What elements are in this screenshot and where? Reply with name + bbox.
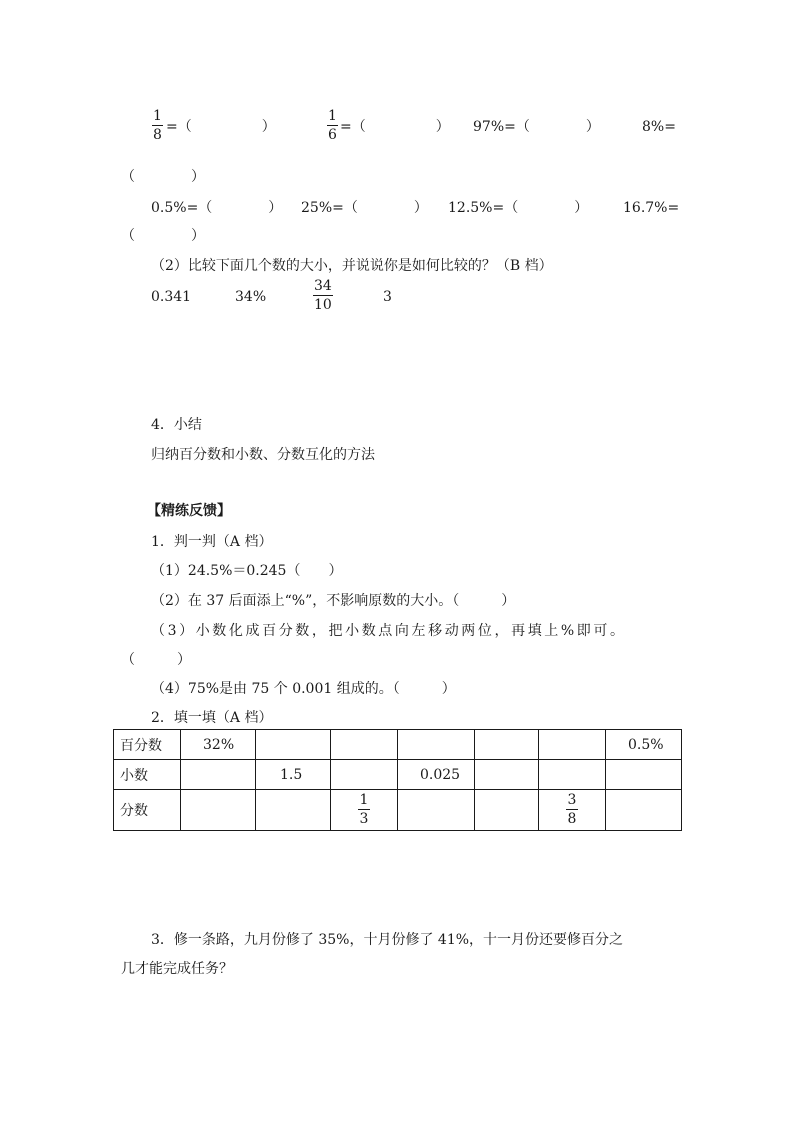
table-cell[interactable]: 32% <box>181 730 256 760</box>
table-cell[interactable] <box>539 760 606 790</box>
table-cell[interactable] <box>475 730 539 760</box>
blank-16-7-percent: （ ） <box>121 228 205 244</box>
compare-number-0-341: 0.341 <box>151 289 192 305</box>
table-cell[interactable] <box>256 790 331 831</box>
judge-item-1: （1）24.5%＝0.245（ ） <box>151 563 343 579</box>
judge-item-3-blank: （ ） <box>121 652 191 668</box>
fraction-one-third: $\frac{1}{3}$ <box>359 792 369 827</box>
conversion-table <box>113 729 682 831</box>
table-cell[interactable] <box>181 790 256 831</box>
table-cell[interactable] <box>181 760 256 790</box>
label-16-7-percent: 16.7%= <box>623 200 680 216</box>
table-cell[interactable] <box>606 760 682 790</box>
fraction-one-eighth: $\frac{1}{8}$ <box>153 108 162 143</box>
table-cell[interactable] <box>398 790 475 831</box>
blank-one-eighth: =（ ） <box>166 119 276 135</box>
summary-heading: 4．小结 <box>151 417 202 433</box>
table-cell[interactable] <box>331 790 398 831</box>
judge-item-3: （3）小数化成百分数，把小数点向左移动两位，再填上%即可。 <box>151 623 627 639</box>
table-cell[interactable] <box>606 790 682 831</box>
table-row-decimal <box>114 760 682 790</box>
table-cell[interactable] <box>475 760 539 790</box>
blank-97-percent: 97%=（ ） <box>473 119 600 135</box>
row-header-fraction: 分数 <box>114 790 181 831</box>
table-cell[interactable]: 0.025 <box>398 760 475 790</box>
judge-heading: 1．判一判（A 档） <box>151 534 273 550</box>
table-row-fraction <box>114 790 682 831</box>
table-cell[interactable] <box>475 790 539 831</box>
table-cell[interactable] <box>256 730 331 760</box>
blank-25-percent: 25%=（ ） <box>301 200 428 216</box>
compare-number-3: 3 <box>383 289 392 305</box>
summary-text: 归纳百分数和小数、分数互化的方法 <box>151 447 375 463</box>
blank-one-sixth: =（ ） <box>340 119 450 135</box>
blank-12-5-percent: 12.5%=（ ） <box>448 200 589 216</box>
practice-title: 【精练反馈】 <box>147 503 231 519</box>
compare-fraction-34-10: $\frac{34}{10}$ <box>314 278 332 313</box>
table-cell[interactable] <box>331 760 398 790</box>
judge-item-4: （4）75%是由 75 个 0.001 组成的。（ ） <box>151 681 456 697</box>
table-cell[interactable]: 0.5% <box>606 730 682 760</box>
judge-item-2: （2）在 37 后面添上“%”，不影响原数的大小。（ ） <box>151 593 516 609</box>
problem-3-line-1: 3．修一条路，九月份修了 35%，十月份修了 41%，十一月份还要修百分之 <box>151 932 624 948</box>
table-cell[interactable] <box>539 730 606 760</box>
fraction-one-sixth: $\frac{1}{6}$ <box>328 108 337 143</box>
compare-number-34-percent: 34% <box>235 289 267 305</box>
table-cell[interactable]: 1.5 <box>256 760 331 790</box>
table-cell[interactable] <box>398 730 475 760</box>
table-row-percent <box>114 730 682 760</box>
blank-0-5-percent: 0.5%=（ ） <box>151 200 283 216</box>
table-cell[interactable] <box>331 730 398 760</box>
label-8-percent: 8%= <box>642 119 676 135</box>
problem-3-line-2: 几才能完成任务？ <box>121 961 233 977</box>
row-header-decimal: 小数 <box>114 760 181 790</box>
blank-8-percent: （ ） <box>121 169 205 185</box>
fraction-three-eighths: $\frac{3}{8}$ <box>567 792 577 827</box>
compare-heading: （2）比较下面几个数的大小，并说说你是如何比较的？（B 档） <box>151 258 553 274</box>
row-header-percent: 百分数 <box>114 730 181 760</box>
fill-heading: 2．填一填（A 档） <box>151 710 273 726</box>
table-cell[interactable] <box>539 790 606 831</box>
